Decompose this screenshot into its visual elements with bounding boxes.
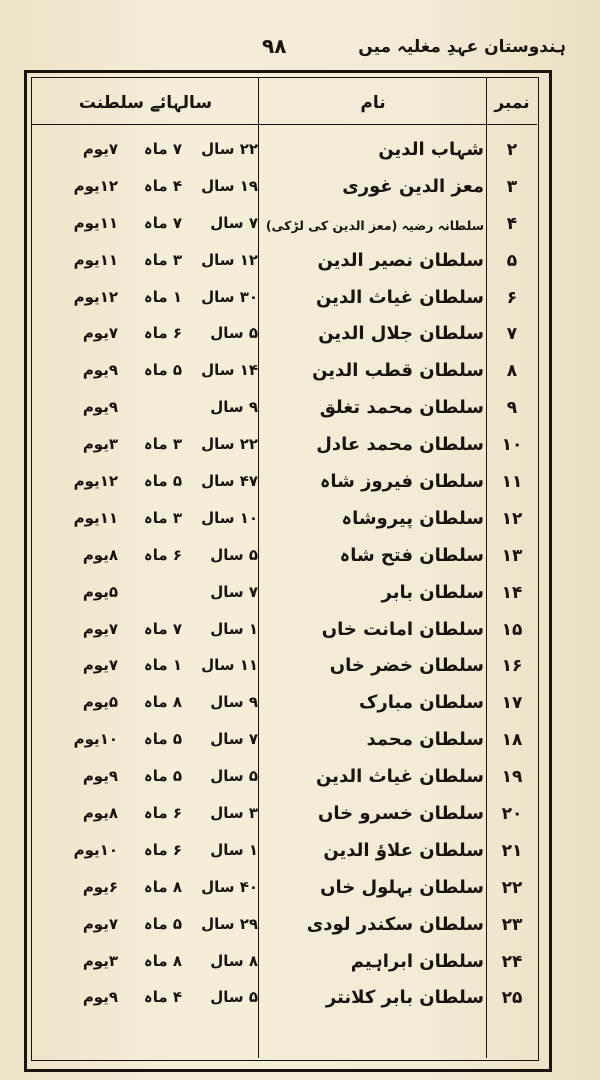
table-row bbox=[33, 761, 536, 798]
reign-days: ۷یوم bbox=[82, 140, 118, 158]
reign-years: ۱۰ سال bbox=[201, 508, 258, 527]
ruler-name: سلطان محمد عادل bbox=[316, 434, 484, 456]
reign-years: ۱۱ سال bbox=[201, 656, 258, 675]
sultan-table-body bbox=[33, 134, 536, 1019]
reign-years: ۱ سال bbox=[210, 840, 258, 859]
reign-years: ۱۹ سال bbox=[201, 176, 258, 195]
reign-years: ۷ سال bbox=[210, 582, 258, 601]
row-number: ۱۴ bbox=[501, 582, 523, 603]
ruler-name: سلطان سکندر لودی bbox=[306, 913, 484, 935]
ruler-name: سلطان محمد تغلق bbox=[319, 397, 484, 419]
reign-days: ۸یوم bbox=[82, 804, 118, 823]
reign-days: ۹یوم bbox=[82, 398, 118, 417]
reign-years: ۷ سال bbox=[210, 730, 258, 749]
reign-days: ۳یوم bbox=[82, 435, 118, 454]
table-row bbox=[33, 466, 536, 503]
reign-months: ۷ ماہ bbox=[143, 619, 182, 638]
ruler-name: معز الدین غوری bbox=[342, 175, 484, 197]
row-number: ۲۳ bbox=[501, 914, 523, 935]
reign-days: ۱۲یوم bbox=[73, 176, 118, 195]
table-row bbox=[33, 650, 536, 687]
row-number: ۱۷ bbox=[501, 693, 523, 714]
reign-months: ۴ ماہ bbox=[143, 176, 182, 195]
reign-days: ۹یوم bbox=[82, 767, 118, 786]
reign-days: ۱۱یوم bbox=[73, 250, 118, 269]
ruler-name: سلطان فیروز شاہ bbox=[319, 471, 484, 493]
table-row bbox=[33, 171, 536, 208]
table-row bbox=[33, 208, 536, 245]
reign-months: ۳ ماہ bbox=[143, 508, 182, 527]
column-header-name: نام bbox=[360, 93, 386, 113]
row-number: ۱۲ bbox=[501, 508, 523, 529]
table-row bbox=[33, 909, 536, 946]
header-divider bbox=[31, 124, 537, 125]
running-title: ہندوستان عہدِ مغلیہ میں bbox=[358, 37, 566, 57]
reign-years: ۲۹ سال bbox=[201, 914, 258, 933]
table-row bbox=[33, 540, 536, 577]
ruler-name: سلطان نصیر الدین bbox=[317, 249, 484, 271]
reign-days: ۳یوم bbox=[82, 951, 118, 970]
reign-months: ۶ ماہ bbox=[143, 840, 182, 859]
reign-years: ۹ سال bbox=[210, 398, 258, 417]
row-number: ۲۰ bbox=[501, 804, 523, 825]
row-number: ۲۵ bbox=[501, 988, 523, 1009]
table-row bbox=[33, 614, 536, 651]
reign-years: ۵ سال bbox=[210, 767, 258, 786]
page-number: ۹۸ bbox=[262, 34, 287, 58]
reign-years: ۵ سال bbox=[210, 324, 258, 343]
row-number: ۲۱ bbox=[501, 840, 523, 861]
reign-months: ۱ ماہ bbox=[143, 656, 182, 675]
reign-days: ۱۱یوم bbox=[73, 213, 118, 232]
table-row bbox=[33, 245, 536, 282]
reign-days: ۷یوم bbox=[82, 914, 118, 933]
row-number: ۱۸ bbox=[501, 730, 523, 751]
row-number: ۱۵ bbox=[501, 619, 523, 640]
reign-months: ۸ ماہ bbox=[143, 877, 182, 896]
table-row bbox=[33, 503, 536, 540]
reign-months: ۴ ماہ bbox=[143, 988, 182, 1007]
row-number: ۱۳ bbox=[501, 545, 523, 566]
row-number: ۵ bbox=[506, 250, 518, 271]
table-row bbox=[33, 872, 536, 909]
reign-months: ۶ ماہ bbox=[143, 324, 182, 343]
reign-days: ۱۰یوم bbox=[73, 840, 118, 859]
reign-years: ۴۷ سال bbox=[201, 472, 258, 491]
row-number: ۷ bbox=[506, 324, 518, 345]
reign-years: ۳ سال bbox=[210, 804, 258, 823]
reign-days: ۹یوم bbox=[82, 988, 118, 1007]
reign-days: ۵یوم bbox=[82, 693, 118, 712]
ruler-name: سلطانہ رضیہ (معز الدین کی لڑکی) bbox=[265, 217, 484, 233]
ruler-name: سلطان علاؤ الدین bbox=[323, 839, 484, 861]
reign-months: ۵ ماہ bbox=[143, 361, 182, 380]
reign-months: ۳ ماہ bbox=[143, 250, 182, 269]
row-number: ۱۱ bbox=[501, 472, 523, 493]
ruler-name: سلطان فتح شاہ bbox=[339, 544, 484, 566]
column-header-number: نمبر bbox=[494, 93, 530, 113]
reign-days: ۱۰یوم bbox=[73, 730, 118, 749]
reign-days: ۵یوم bbox=[82, 582, 118, 601]
reign-days: ۶یوم bbox=[82, 877, 118, 896]
table-row bbox=[33, 318, 536, 355]
table-row bbox=[33, 577, 536, 614]
reign-days: ۷یوم bbox=[82, 324, 118, 343]
ruler-name: سلطان امانت خاں bbox=[321, 618, 484, 640]
reign-years: ۸ سال bbox=[210, 951, 258, 970]
table-row bbox=[33, 724, 536, 761]
row-number: ۱۹ bbox=[501, 767, 523, 788]
row-number: ۳ bbox=[506, 176, 518, 197]
table-row bbox=[33, 946, 536, 983]
row-number: ۴ bbox=[506, 213, 518, 234]
table-row bbox=[33, 392, 536, 429]
reign-years: ۵ سال bbox=[210, 545, 258, 564]
reign-months: ۱ ماہ bbox=[143, 287, 182, 306]
reign-months: ۵ ماہ bbox=[143, 472, 182, 491]
reign-days: ۷یوم bbox=[82, 619, 118, 638]
reign-months: ۷ ماہ bbox=[143, 213, 182, 232]
reign-months: ۶ ماہ bbox=[143, 545, 182, 564]
reign-days: ۱۲یوم bbox=[73, 287, 118, 306]
table-row bbox=[33, 429, 536, 466]
ruler-name: سلطان مبارک bbox=[358, 692, 484, 714]
reign-months: ۸ ماہ bbox=[143, 951, 182, 970]
table-row bbox=[33, 355, 536, 392]
row-number: ۲ bbox=[506, 140, 518, 160]
reign-months: ۶ ماہ bbox=[143, 804, 182, 823]
ruler-name: سلطان ابراہیم bbox=[350, 950, 484, 972]
reign-years: ۱۲ سال bbox=[201, 250, 258, 269]
row-number: ۱۶ bbox=[501, 656, 523, 677]
reign-years: ۴۰ سال bbox=[201, 877, 258, 896]
row-number: ۶ bbox=[506, 287, 518, 308]
reign-years: ۵ سال bbox=[210, 988, 258, 1007]
reign-years: ۲۲ سال bbox=[201, 140, 258, 158]
ruler-name: سلطان محمد bbox=[366, 729, 484, 751]
column-header-years: سالہائے سلطنت bbox=[78, 93, 213, 113]
table-row bbox=[33, 282, 536, 319]
row-number: ۲۲ bbox=[501, 877, 523, 898]
reign-years: ۷ سال bbox=[210, 213, 258, 232]
table-row bbox=[33, 982, 536, 1019]
reign-days: ۷یوم bbox=[82, 656, 118, 675]
row-number: ۲۴ bbox=[501, 951, 523, 972]
table-row bbox=[33, 835, 536, 872]
reign-months: ۵ ماہ bbox=[143, 767, 182, 786]
ruler-name: سلطان خضر خاں bbox=[329, 655, 484, 677]
ruler-name: سلطان قطب الدین bbox=[312, 360, 484, 382]
ruler-name: سلطان غیاث الدین bbox=[315, 766, 484, 788]
reign-days: ۸یوم bbox=[82, 545, 118, 564]
reign-months: ۵ ماہ bbox=[143, 730, 182, 749]
ruler-name: سلطان خسرو خاں bbox=[317, 803, 484, 825]
reign-years: ۱۴ سال bbox=[201, 361, 258, 380]
ruler-name: سلطان پیروشاہ bbox=[341, 507, 484, 529]
table-row bbox=[33, 134, 536, 171]
row-number: ۱۰ bbox=[501, 435, 523, 456]
row-number: ۸ bbox=[506, 361, 518, 382]
reign-years: ۲۲ سال bbox=[201, 435, 258, 454]
reign-months: ۳ ماہ bbox=[143, 435, 182, 454]
ruler-name: سلطان بہلول خاں bbox=[320, 876, 484, 898]
ruler-name: سلطان بابر کلانتر bbox=[325, 987, 484, 1009]
reign-months: ۸ ماہ bbox=[143, 693, 182, 712]
reign-years: ۹ سال bbox=[210, 693, 258, 712]
reign-days: ۱۱یوم bbox=[73, 508, 118, 527]
reign-days: ۹یوم bbox=[82, 361, 118, 380]
reign-years: ۳۰ سال bbox=[201, 287, 258, 306]
ruler-name: سلطان جلال الدین bbox=[318, 323, 484, 345]
reign-days: ۱۲یوم bbox=[73, 472, 118, 491]
table-row bbox=[33, 687, 536, 724]
row-number: ۹ bbox=[506, 398, 518, 419]
reign-months: ۷ ماہ bbox=[143, 140, 182, 158]
ruler-name: شہاب الدین bbox=[378, 139, 484, 160]
ruler-name: سلطان غیاث الدین bbox=[315, 286, 484, 308]
reign-years: ۱ سال bbox=[210, 619, 258, 638]
ruler-name: سلطان بابر bbox=[381, 581, 484, 603]
table-row bbox=[33, 798, 536, 835]
reign-months: ۵ ماہ bbox=[143, 914, 182, 933]
